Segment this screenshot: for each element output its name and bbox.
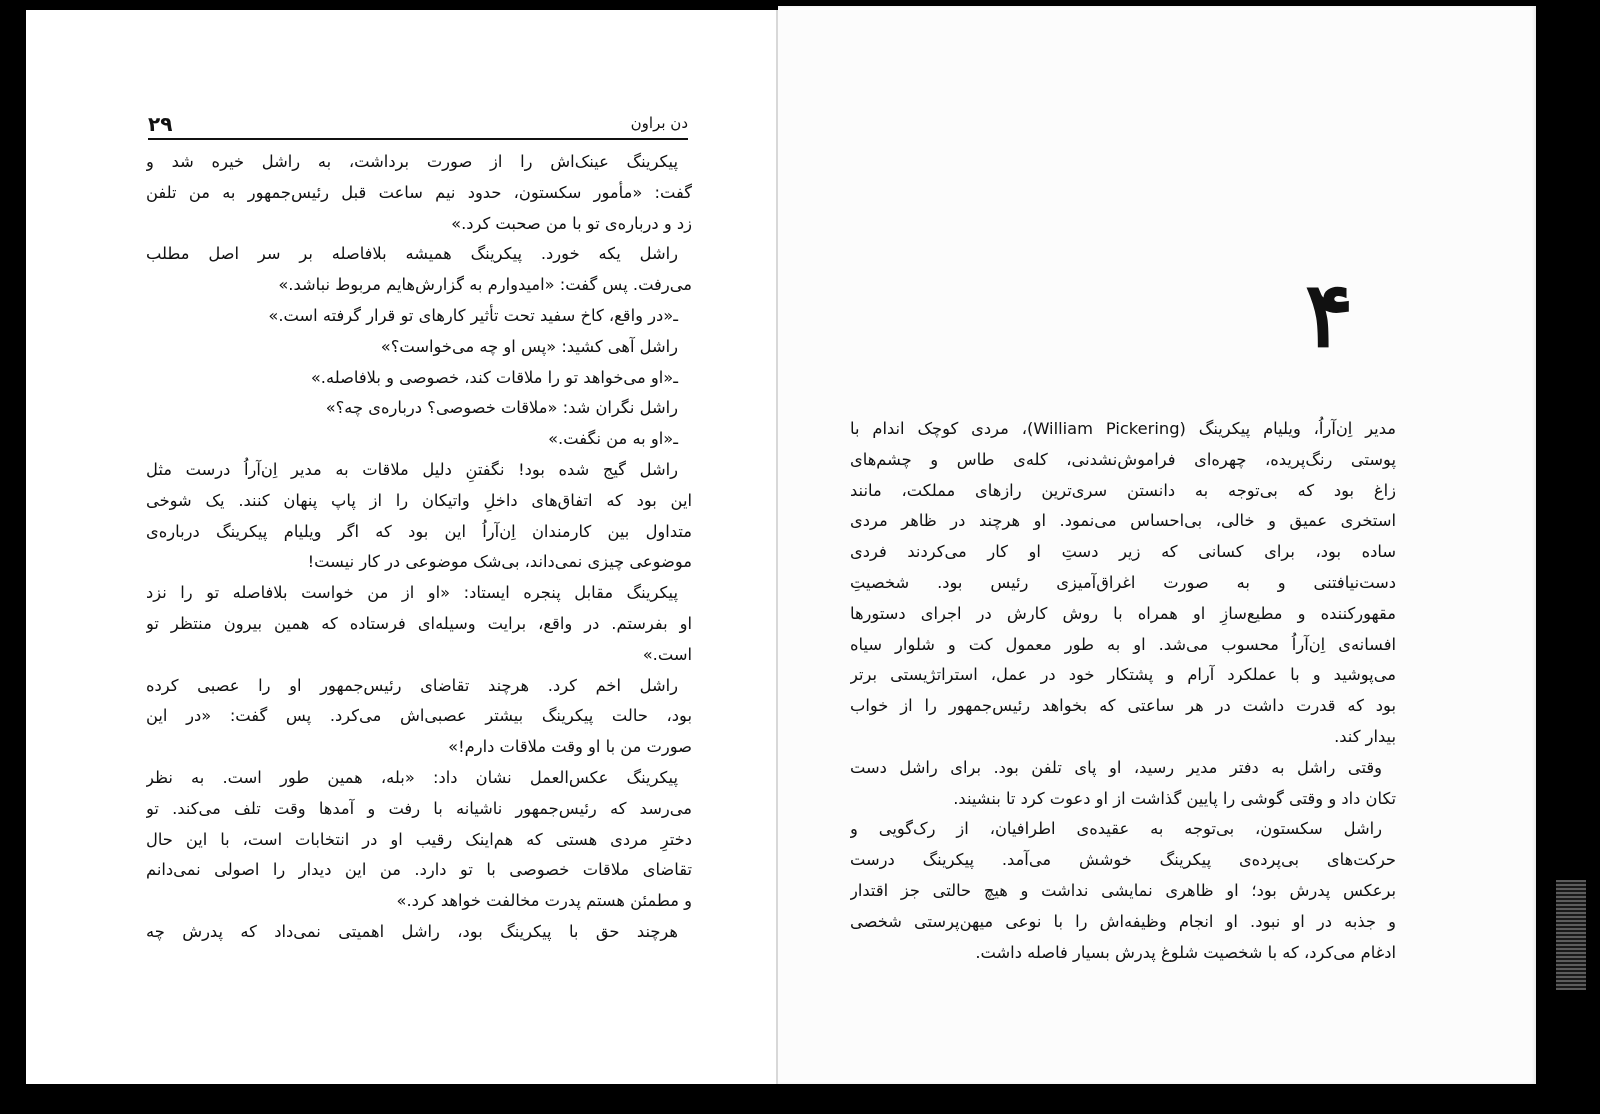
text-line: راشل یکه خورد. پیکرینگ همیشه بلافاصله بر سر اصل مطلب [146, 244, 678, 264]
running-head [148, 112, 688, 138]
text-line: پوستی رنگ‌پریده، چهره‌ای فراموش‌نشدنی، کله‌ی طاس و چشم‌های [850, 449, 1396, 469]
text-line: دست‌نیافتنی و به صورت اغراق‌آمیزی رئیس بود. شخصیتِ [850, 572, 1396, 592]
text-line: است.» [642, 644, 692, 664]
text-line: او بفرستم. در واقع، برایت وسیله‌ای فرستاده که همین بیرون منتظر تو [146, 613, 692, 633]
text-line: بود، حالت پیکرینگ بیشتر عصبی‌اش می‌کرد. پس گفت: «در این [146, 706, 692, 726]
left-page-body [146, 147, 692, 948]
text-line: صورت من با او وقت ملاقات دارم!» [448, 737, 692, 757]
text-line: مدیر اِن‌آراُ، ویلیام پیکرینگ (William Pickering)، مردی کوچک اندام با [850, 419, 1396, 438]
text-line: ـ«او می‌خواهد تو را ملاقات کند، خصوصی و بلافاصله.» [310, 367, 678, 387]
text-line: استخری عمیق و خالی، بی‌احساس می‌نمود. او هرچند در ظاهر مردی [850, 511, 1396, 531]
header-rule [148, 138, 688, 140]
text-line: راشل آهی کشید: «پس او چه می‌خواست؟» [380, 336, 678, 356]
text-line: پیکرینگ عینک‌اش را از صورت برداشت، به راشل خیره شد و [146, 152, 678, 171]
text-line: این بود که اتفاق‌های داخلِ واتیکان را از پاپ پنهان کنند. یک شوخی [146, 490, 692, 510]
text-line: مقهورکننده و مطیع‌سازِ او همراه با روش کارش در اجرای دستورها [850, 603, 1396, 623]
text-line: دخترِ مردی هستی که هم‌اینک رقیب او در انتخابات است، با این حال [146, 829, 692, 849]
running-title: دن براون [630, 114, 688, 132]
text-line: تکان داد و وقتی گوشی را پایین گذاشت از او دعوت کرد تا بنشیند. [953, 788, 1396, 808]
text-line: راشل گیج شده بود! نگفتنِ دلیل ملاقات به مدیر اِن‌آراُ درست مثل [146, 459, 678, 479]
text-line: ـ«او به من نگفت.» [548, 429, 678, 449]
text-line: راشل سکستون، بی‌توجه به عقیده‌ی اطرافیان، از رک‌گویی و [850, 819, 1382, 839]
text-line: و مطمئن هستم پدرت مخالفت خواهد کرد.» [396, 891, 692, 911]
text-line: گفت: «مأمور سکستون، حدود نیم ساعت قبل رئیس‌جمهور به من تلفن [146, 182, 692, 202]
text-line: حرکت‌های بی‌پرده‌ی پیکرینگ خوشش می‌آمد. پیکرینگ درست [850, 850, 1396, 870]
text-line: برعکس پدرش بود؛ او ظاهری نمایشی نداشت و هیچ حالتی جز اقتدار [850, 880, 1396, 900]
text-line: می‌رسد که رئیس‌جمهور ناشیانه با رفت و آمدها وقت تلف می‌کند. تو [146, 798, 692, 818]
text-line: هرچند حق با پیکرینگ بود، راشل اهمیتی نمی‌داد که پدرش چه [146, 921, 678, 941]
text-line: راشل نگران شد: «ملاقات خصوصی؟ درباره‌ی چه؟» [325, 398, 678, 418]
book-gutter [776, 10, 778, 1084]
text-line: بیدار کند. [1334, 726, 1396, 746]
page-number: ۲۹ [148, 112, 173, 136]
chapter-number: ۴ [1305, 262, 1354, 368]
text-line: وقتی راشل به دفتر مدیر رسید، او پای تلفن بود. برای راشل دست [850, 757, 1382, 777]
text-line: می‌رفت. پس گفت: «امیدوارم به گزارش‌هایم مربوط نباشد.» [278, 275, 692, 295]
text-line: تقاضای ملاقات خصوصی با تو دارد. من این دیدار را اصولی نمی‌دانم [146, 860, 692, 880]
scan-border-bottom [0, 1084, 1600, 1114]
text-line: پیکرینگ مقابل پنجره ایستاد: «او از من خواست بلافاصله تو را نزد [146, 583, 678, 603]
text-line: موضوعی چیزی نمی‌داند، بی‌شک موضوعی در کار نیست! [307, 552, 692, 572]
text-line: و جذبه در او نبود. او انجام وظیفه‌اش را با نوعی میهن‌پرستی شخصی [850, 911, 1396, 931]
text-line: متداول بین کارمندان اِن‌آراُ این بود که اگر ویلیام پیکرینگ درباره‌ی [146, 521, 692, 541]
text-line: ساده بود، برای کسانی که زیر دستِ او کار می‌کردند فردی [850, 542, 1396, 562]
text-line: بود که قدرت داشت در هر ساعتی که بخواهد رئیس‌جمهور را از خواب [850, 696, 1396, 716]
text-line: ادغام می‌کرد، که با شخصیت شلوغ پدرش بسیار فاصله داشت. [975, 942, 1396, 962]
text-line: زد و درباره‌ی تو با من صحبت کرد.» [451, 213, 692, 233]
page-edge-texture [1556, 880, 1586, 990]
right-page-body [850, 414, 1396, 968]
text-line: راشل اخم کرد. هرچند تقاضای رئیس‌جمهور او را عصبی کرده [146, 675, 678, 695]
text-line: پیکرینگ عکس‌العمل نشان داد: «بله، همین طور است. به نظر [146, 767, 678, 787]
text-line: می‌پوشید و با عملکرد آرام و پشتکار خود در عمل، استراتژیستی برتر [850, 665, 1396, 685]
scan-border-left [0, 0, 26, 1114]
text-line: افسانه‌ی اِن‌آراُ محسوب می‌شد. او به طور معمول کت و شلوار سیاه [850, 634, 1396, 654]
text-line: ـ«در واقع، کاخ سفید تحت تأثیر کارهای تو قرار گرفته است.» [268, 305, 678, 325]
text-line: زاغ بود که بی‌توجه به دانستن سری‌ترین رازهای مملکت، مانند [850, 480, 1396, 500]
